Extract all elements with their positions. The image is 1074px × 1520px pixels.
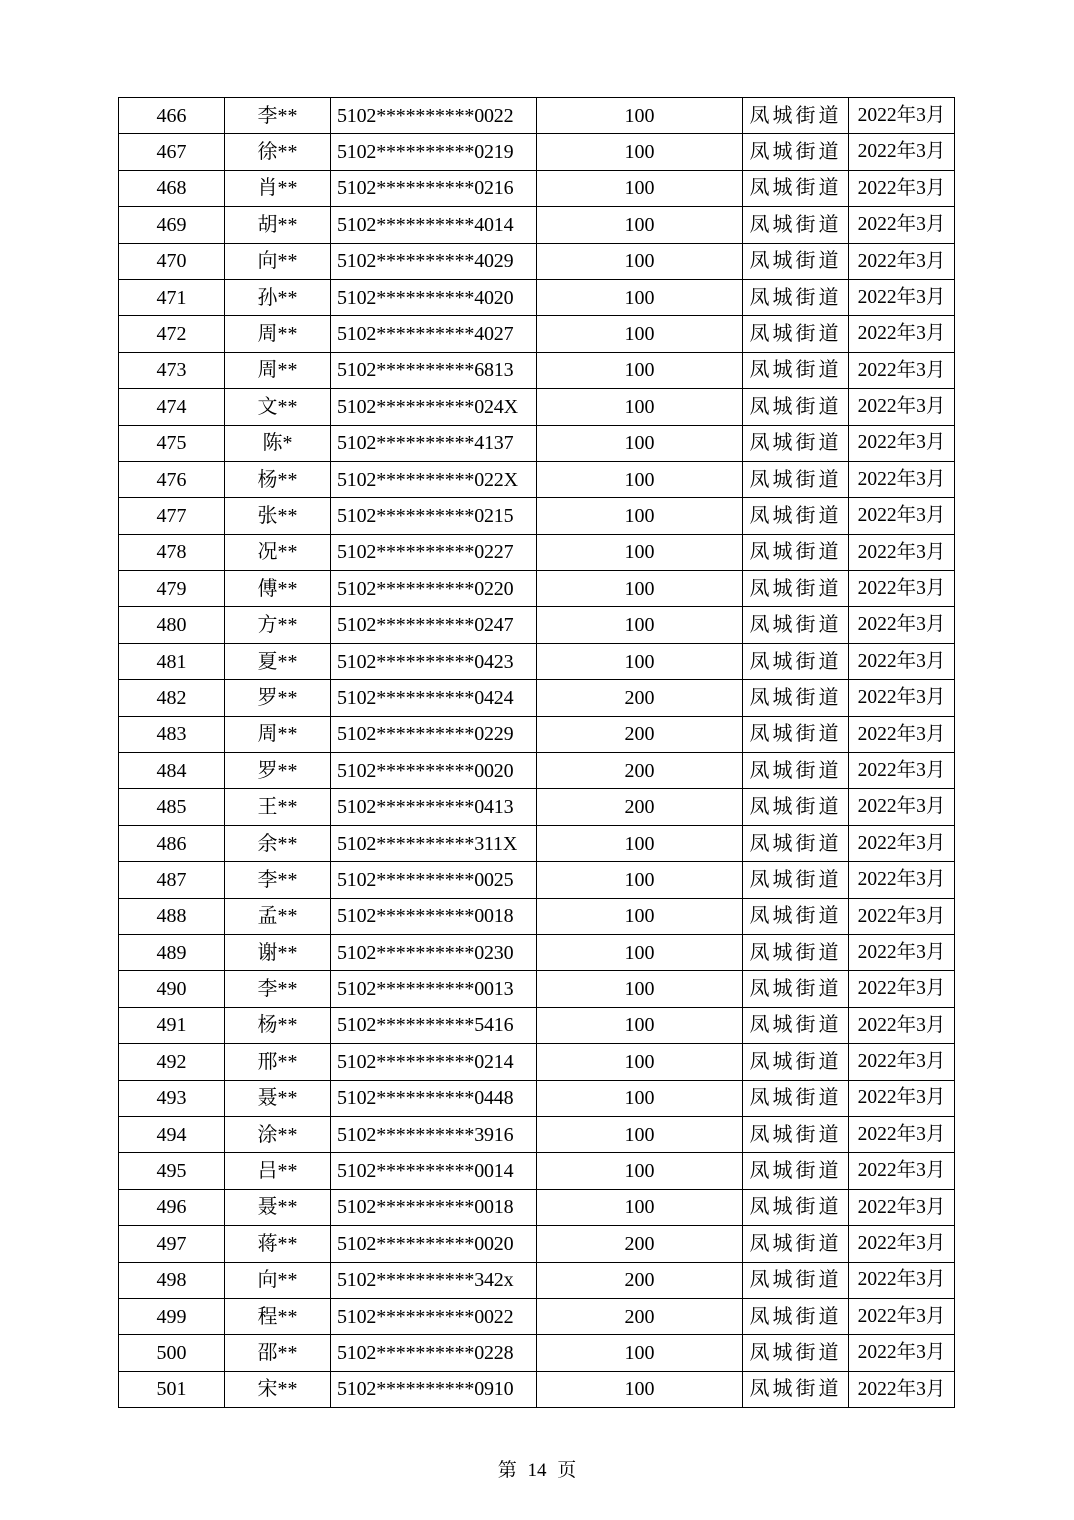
street-cell: 凤城街道 [743, 1335, 849, 1371]
date-cell: 2022年3月 [849, 170, 955, 206]
street-cell: 凤城街道 [743, 1298, 849, 1334]
name-cell: 李** [225, 862, 331, 898]
street-cell: 凤城街道 [743, 1226, 849, 1262]
id-number-cell: 5102**********0025 [331, 862, 537, 898]
table-row [119, 534, 955, 570]
id-number-cell: 5102**********0214 [331, 1044, 537, 1080]
amount-cell: 100 [537, 134, 743, 170]
table-row [119, 607, 955, 643]
id-number-cell: 5102**********0022 [331, 1298, 537, 1334]
id-number-cell: 5102**********0215 [331, 498, 537, 534]
name-cell: 李** [225, 971, 331, 1007]
street-cell: 凤城街道 [743, 534, 849, 570]
street-cell: 凤城街道 [743, 279, 849, 315]
date-cell: 2022年3月 [849, 534, 955, 570]
amount-cell: 100 [537, 170, 743, 206]
table-row [119, 1153, 955, 1189]
serial-number-cell: 467 [119, 134, 225, 170]
street-cell: 凤城街道 [743, 753, 849, 789]
table-row [119, 1335, 955, 1371]
name-cell: 宋** [225, 1371, 331, 1407]
id-number-cell: 5102**********6813 [331, 352, 537, 388]
date-cell: 2022年3月 [849, 389, 955, 425]
serial-number-cell: 491 [119, 1007, 225, 1043]
date-cell: 2022年3月 [849, 898, 955, 934]
date-cell: 2022年3月 [849, 825, 955, 861]
page-footer [0, 1455, 1074, 1482]
date-cell: 2022年3月 [849, 1298, 955, 1334]
id-number-cell: 5102**********0230 [331, 934, 537, 970]
amount-cell: 100 [537, 316, 743, 352]
street-cell: 凤城街道 [743, 134, 849, 170]
date-cell: 2022年3月 [849, 571, 955, 607]
serial-number-cell: 497 [119, 1226, 225, 1262]
street-cell: 凤城街道 [743, 971, 849, 1007]
date-cell: 2022年3月 [849, 1335, 955, 1371]
street-cell: 凤城街道 [743, 643, 849, 679]
id-number-cell: 5102**********0413 [331, 789, 537, 825]
amount-cell: 200 [537, 789, 743, 825]
serial-number-cell: 478 [119, 534, 225, 570]
amount-cell: 100 [537, 1116, 743, 1152]
serial-number-cell: 501 [119, 1371, 225, 1407]
table-row [119, 170, 955, 206]
serial-number-cell: 482 [119, 680, 225, 716]
street-cell: 凤城街道 [743, 461, 849, 497]
serial-number-cell: 473 [119, 352, 225, 388]
table-row [119, 316, 955, 352]
street-cell: 凤城街道 [743, 98, 849, 134]
id-number-cell: 5102**********0448 [331, 1080, 537, 1116]
serial-number-cell: 477 [119, 498, 225, 534]
street-cell: 凤城街道 [743, 1007, 849, 1043]
id-number-cell: 5102**********0219 [331, 134, 537, 170]
date-cell: 2022年3月 [849, 134, 955, 170]
serial-number-cell: 489 [119, 934, 225, 970]
id-number-cell: 5102**********0020 [331, 1226, 537, 1262]
id-number-cell: 5102**********0229 [331, 716, 537, 752]
amount-cell: 200 [537, 1298, 743, 1334]
serial-number-cell: 483 [119, 716, 225, 752]
table-row [119, 934, 955, 970]
amount-cell: 100 [537, 643, 743, 679]
table-row [119, 1226, 955, 1262]
page-footer-prefix: 第 [497, 1460, 517, 1481]
street-cell: 凤城街道 [743, 607, 849, 643]
date-cell: 2022年3月 [849, 1044, 955, 1080]
serial-number-cell: 466 [119, 98, 225, 134]
street-cell: 凤城街道 [743, 680, 849, 716]
street-cell: 凤城街道 [743, 862, 849, 898]
table-row [119, 825, 955, 861]
table-row [119, 98, 955, 134]
amount-cell: 200 [537, 716, 743, 752]
date-cell: 2022年3月 [849, 789, 955, 825]
serial-number-cell: 486 [119, 825, 225, 861]
date-cell: 2022年3月 [849, 461, 955, 497]
street-cell: 凤城街道 [743, 352, 849, 388]
amount-cell: 100 [537, 1007, 743, 1043]
serial-number-cell: 500 [119, 1335, 225, 1371]
date-cell: 2022年3月 [849, 971, 955, 1007]
serial-number-cell: 495 [119, 1153, 225, 1189]
amount-cell: 100 [537, 571, 743, 607]
amount-cell: 200 [537, 1226, 743, 1262]
amount-cell: 100 [537, 498, 743, 534]
name-cell: 杨** [225, 461, 331, 497]
serial-number-cell: 474 [119, 389, 225, 425]
street-cell: 凤城街道 [743, 425, 849, 461]
amount-cell: 100 [537, 534, 743, 570]
amount-cell: 100 [537, 425, 743, 461]
name-cell: 孙** [225, 279, 331, 315]
name-cell: 周** [225, 716, 331, 752]
name-cell: 杨** [225, 1007, 331, 1043]
date-cell: 2022年3月 [849, 1262, 955, 1298]
table-row [119, 498, 955, 534]
serial-number-cell: 496 [119, 1189, 225, 1225]
name-cell: 张** [225, 498, 331, 534]
amount-cell: 100 [537, 1044, 743, 1080]
table-row [119, 389, 955, 425]
amount-cell: 100 [537, 1189, 743, 1225]
table-row [119, 971, 955, 1007]
date-cell: 2022年3月 [849, 643, 955, 679]
id-number-cell: 5102**********4027 [331, 316, 537, 352]
name-cell: 周** [225, 352, 331, 388]
amount-cell: 100 [537, 243, 743, 279]
serial-number-cell: 472 [119, 316, 225, 352]
serial-number-cell: 487 [119, 862, 225, 898]
street-cell: 凤城街道 [743, 898, 849, 934]
name-cell: 胡** [225, 207, 331, 243]
street-cell: 凤城街道 [743, 498, 849, 534]
street-cell: 凤城街道 [743, 1262, 849, 1298]
street-cell: 凤城街道 [743, 1044, 849, 1080]
id-number-cell: 5102**********0216 [331, 170, 537, 206]
serial-number-cell: 476 [119, 461, 225, 497]
amount-cell: 200 [537, 680, 743, 716]
amount-cell: 100 [537, 1335, 743, 1371]
date-cell: 2022年3月 [849, 1080, 955, 1116]
id-number-cell: 5102**********0910 [331, 1371, 537, 1407]
street-cell: 凤城街道 [743, 571, 849, 607]
date-cell: 2022年3月 [849, 1371, 955, 1407]
serial-number-cell: 493 [119, 1080, 225, 1116]
serial-number-cell: 471 [119, 279, 225, 315]
street-cell: 凤城街道 [743, 825, 849, 861]
name-cell: 向** [225, 1262, 331, 1298]
serial-number-cell: 499 [119, 1298, 225, 1334]
name-cell: 孟** [225, 898, 331, 934]
id-number-cell: 5102**********024X [331, 389, 537, 425]
amount-cell: 100 [537, 862, 743, 898]
serial-number-cell: 485 [119, 789, 225, 825]
street-cell: 凤城街道 [743, 1116, 849, 1152]
roster-table-body [119, 98, 955, 1408]
table-row [119, 1298, 955, 1334]
street-cell: 凤城街道 [743, 1371, 849, 1407]
date-cell: 2022年3月 [849, 243, 955, 279]
table-row [119, 1262, 955, 1298]
street-cell: 凤城街道 [743, 389, 849, 425]
amount-cell: 100 [537, 825, 743, 861]
table-row [119, 461, 955, 497]
date-cell: 2022年3月 [849, 316, 955, 352]
page-number: 14 [527, 1460, 547, 1481]
name-cell: 罗** [225, 753, 331, 789]
id-number-cell: 5102**********311X [331, 825, 537, 861]
name-cell: 周** [225, 316, 331, 352]
date-cell: 2022年3月 [849, 753, 955, 789]
name-cell: 方** [225, 607, 331, 643]
id-number-cell: 5102**********0424 [331, 680, 537, 716]
table-row [119, 898, 955, 934]
name-cell: 余** [225, 825, 331, 861]
table-row [119, 352, 955, 388]
name-cell: 向** [225, 243, 331, 279]
table-row [119, 643, 955, 679]
serial-number-cell: 494 [119, 1116, 225, 1152]
table-row [119, 1080, 955, 1116]
serial-number-cell: 490 [119, 971, 225, 1007]
amount-cell: 100 [537, 98, 743, 134]
table-row [119, 279, 955, 315]
name-cell: 邵** [225, 1335, 331, 1371]
amount-cell: 100 [537, 934, 743, 970]
table-row [119, 1371, 955, 1407]
roster-table [118, 97, 955, 1408]
table-row [119, 134, 955, 170]
serial-number-cell: 480 [119, 607, 225, 643]
serial-number-cell: 481 [119, 643, 225, 679]
id-number-cell: 5102**********4029 [331, 243, 537, 279]
page-footer-suffix: 页 [557, 1460, 577, 1481]
serial-number-cell: 469 [119, 207, 225, 243]
table-row [119, 1007, 955, 1043]
date-cell: 2022年3月 [849, 862, 955, 898]
name-cell: 王** [225, 789, 331, 825]
id-number-cell: 5102**********5416 [331, 1007, 537, 1043]
table-row [119, 1044, 955, 1080]
name-cell: 肖** [225, 170, 331, 206]
serial-number-cell: 484 [119, 753, 225, 789]
serial-number-cell: 470 [119, 243, 225, 279]
id-number-cell: 5102**********0013 [331, 971, 537, 1007]
date-cell: 2022年3月 [849, 1189, 955, 1225]
id-number-cell: 5102**********0227 [331, 534, 537, 570]
date-cell: 2022年3月 [849, 1153, 955, 1189]
street-cell: 凤城街道 [743, 243, 849, 279]
table-row [119, 716, 955, 752]
amount-cell: 100 [537, 1080, 743, 1116]
id-number-cell: 5102**********0423 [331, 643, 537, 679]
serial-number-cell: 475 [119, 425, 225, 461]
name-cell: 徐** [225, 134, 331, 170]
id-number-cell: 5102**********0018 [331, 898, 537, 934]
date-cell: 2022年3月 [849, 352, 955, 388]
name-cell: 罗** [225, 680, 331, 716]
serial-number-cell: 468 [119, 170, 225, 206]
date-cell: 2022年3月 [849, 1116, 955, 1152]
name-cell: 涂** [225, 1116, 331, 1152]
name-cell: 夏** [225, 643, 331, 679]
name-cell: 况** [225, 534, 331, 570]
amount-cell: 100 [537, 279, 743, 315]
date-cell: 2022年3月 [849, 279, 955, 315]
table-row [119, 207, 955, 243]
street-cell: 凤城街道 [743, 1189, 849, 1225]
amount-cell: 100 [537, 389, 743, 425]
street-cell: 凤城街道 [743, 716, 849, 752]
date-cell: 2022年3月 [849, 498, 955, 534]
amount-cell: 100 [537, 898, 743, 934]
id-number-cell: 5102**********0020 [331, 753, 537, 789]
table-row [119, 862, 955, 898]
name-cell: 蒋** [225, 1226, 331, 1262]
date-cell: 2022年3月 [849, 607, 955, 643]
name-cell: 陈* [225, 425, 331, 461]
id-number-cell: 5102**********4014 [331, 207, 537, 243]
table-row [119, 1189, 955, 1225]
street-cell: 凤城街道 [743, 1080, 849, 1116]
amount-cell: 100 [537, 207, 743, 243]
date-cell: 2022年3月 [849, 425, 955, 461]
serial-number-cell: 492 [119, 1044, 225, 1080]
table-row [119, 425, 955, 461]
id-number-cell: 5102**********342x [331, 1262, 537, 1298]
date-cell: 2022年3月 [849, 680, 955, 716]
amount-cell: 100 [537, 607, 743, 643]
table-row [119, 753, 955, 789]
date-cell: 2022年3月 [849, 1226, 955, 1262]
street-cell: 凤城街道 [743, 1153, 849, 1189]
table-row [119, 680, 955, 716]
table-row [119, 571, 955, 607]
id-number-cell: 5102**********0220 [331, 571, 537, 607]
amount-cell: 200 [537, 1262, 743, 1298]
table-row [119, 1116, 955, 1152]
name-cell: 傅** [225, 571, 331, 607]
id-number-cell: 5102**********4020 [331, 279, 537, 315]
amount-cell: 100 [537, 1153, 743, 1189]
street-cell: 凤城街道 [743, 170, 849, 206]
table-row [119, 243, 955, 279]
id-number-cell: 5102**********4137 [331, 425, 537, 461]
name-cell: 文** [225, 389, 331, 425]
id-number-cell: 5102**********0014 [331, 1153, 537, 1189]
date-cell: 2022年3月 [849, 207, 955, 243]
street-cell: 凤城街道 [743, 207, 849, 243]
date-cell: 2022年3月 [849, 1007, 955, 1043]
date-cell: 2022年3月 [849, 716, 955, 752]
id-number-cell: 5102**********022X [331, 461, 537, 497]
date-cell: 2022年3月 [849, 98, 955, 134]
street-cell: 凤城街道 [743, 934, 849, 970]
amount-cell: 100 [537, 971, 743, 1007]
street-cell: 凤城街道 [743, 789, 849, 825]
name-cell: 李** [225, 98, 331, 134]
amount-cell: 100 [537, 461, 743, 497]
name-cell: 吕** [225, 1153, 331, 1189]
id-number-cell: 5102**********3916 [331, 1116, 537, 1152]
name-cell: 邢** [225, 1044, 331, 1080]
amount-cell: 200 [537, 753, 743, 789]
date-cell: 2022年3月 [849, 934, 955, 970]
serial-number-cell: 488 [119, 898, 225, 934]
name-cell: 程** [225, 1298, 331, 1334]
id-number-cell: 5102**********0022 [331, 98, 537, 134]
serial-number-cell: 479 [119, 571, 225, 607]
amount-cell: 100 [537, 1371, 743, 1407]
name-cell: 聂** [225, 1189, 331, 1225]
id-number-cell: 5102**********0228 [331, 1335, 537, 1371]
amount-cell: 100 [537, 352, 743, 388]
street-cell: 凤城街道 [743, 316, 849, 352]
id-number-cell: 5102**********0247 [331, 607, 537, 643]
serial-number-cell: 498 [119, 1262, 225, 1298]
table-row [119, 789, 955, 825]
name-cell: 谢** [225, 934, 331, 970]
id-number-cell: 5102**********0018 [331, 1189, 537, 1225]
name-cell: 聂** [225, 1080, 331, 1116]
